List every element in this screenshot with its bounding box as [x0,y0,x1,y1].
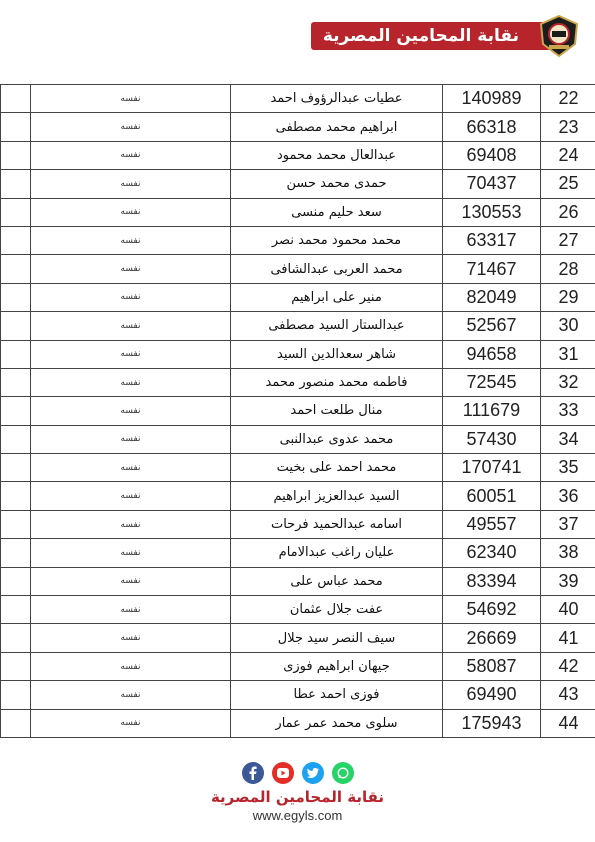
row-number-cell: 24 [541,141,595,169]
row-status-cell: نفسه [31,170,231,198]
row-status-cell: نفسه [31,113,231,141]
row-status-cell: نفسه [31,397,231,425]
row-number-cell: 22 [541,85,595,113]
row-name-cell: سيف النصر سيد جلال [231,624,443,652]
row-registration-number-cell: 111679 [443,397,541,425]
row-number-cell: 36 [541,482,595,510]
row-registration-number-cell: 71467 [443,255,541,283]
footer [0,762,595,823]
row-number-cell: 41 [541,624,595,652]
row-status-cell: نفسه [31,709,231,737]
row-registration-number-cell: 130553 [443,198,541,226]
row-name-cell: سلوى محمد عمر عمار [231,709,443,737]
row-registration-number-cell: 26669 [443,624,541,652]
row-number-cell: 32 [541,368,595,396]
row-status-cell: نفسه [31,255,231,283]
row-registration-number-cell: 49557 [443,510,541,538]
row-number-cell: 25 [541,170,595,198]
row-registration-number-cell: 69490 [443,681,541,709]
row-name-cell: عليان راغب عبدالامام [231,539,443,567]
table-row [1,170,595,198]
row-empty-cell [1,226,31,254]
row-registration-number-cell: 69408 [443,141,541,169]
row-number-cell: 23 [541,113,595,141]
row-registration-number-cell: 52567 [443,312,541,340]
row-registration-number-cell: 57430 [443,425,541,453]
table-row [1,312,595,340]
row-number-cell: 31 [541,340,595,368]
row-status-cell: نفسه [31,510,231,538]
row-status-cell: نفسه [31,681,231,709]
row-name-cell: منير على ابراهيم [231,283,443,311]
row-number-cell: 37 [541,510,595,538]
row-empty-cell [1,454,31,482]
row-status-cell: نفسه [31,85,231,113]
row-status-cell: نفسه [31,596,231,624]
row-empty-cell [1,425,31,453]
row-registration-number-cell: 94658 [443,340,541,368]
row-name-cell: محمد عدوى عبدالنبى [231,425,443,453]
table-row [1,255,595,283]
row-empty-cell [1,652,31,680]
row-registration-number-cell: 140989 [443,85,541,113]
row-name-cell: محمد عباس على [231,567,443,595]
row-empty-cell [1,482,31,510]
row-registration-number-cell: 60051 [443,482,541,510]
row-empty-cell [1,510,31,538]
facebook-icon[interactable] [242,762,264,784]
row-name-cell: منال طلعت احمد [231,397,443,425]
row-name-cell: فوزى احمد عطا [231,681,443,709]
row-number-cell: 30 [541,312,595,340]
row-name-cell: عبدالستار السيد مصطفى [231,312,443,340]
row-name-cell: عطيات عبدالرؤوف احمد [231,85,443,113]
row-name-cell: محمد العربى عبدالشافى [231,255,443,283]
table-row [1,226,595,254]
row-name-cell: جيهان ابراهيم فوزى [231,652,443,680]
row-empty-cell [1,113,31,141]
table-row [1,397,595,425]
table-row [1,652,595,680]
row-number-cell: 39 [541,567,595,595]
table-row [1,567,595,595]
row-name-cell: عفت جلال عثمان [231,596,443,624]
row-name-cell: عبدالعال محمد محمود [231,141,443,169]
row-name-cell: سعد حليم منسى [231,198,443,226]
row-registration-number-cell: 54692 [443,596,541,624]
table-row [1,681,595,709]
row-empty-cell [1,709,31,737]
row-number-cell: 42 [541,652,595,680]
table-row [1,340,595,368]
row-status-cell: نفسه [31,226,231,254]
row-number-cell: 35 [541,454,595,482]
row-name-cell: ابراهيم محمد مصطفى [231,113,443,141]
row-empty-cell [1,368,31,396]
row-status-cell: نفسه [31,567,231,595]
row-name-cell: شاهر سعدالدين السيد [231,340,443,368]
table-row [1,454,595,482]
row-status-cell: نفسه [31,454,231,482]
row-name-cell: محمد محمود محمد نصر [231,226,443,254]
table-row [1,482,595,510]
bar-association-emblem-icon [537,14,581,58]
row-empty-cell [1,85,31,113]
footer-title: نقابة المحامين المصرية [210,788,385,806]
table-row [1,510,595,538]
row-status-cell: نفسه [31,539,231,567]
row-status-cell: نفسه [31,312,231,340]
row-empty-cell [1,312,31,340]
row-registration-number-cell: 70437 [443,170,541,198]
row-number-cell: 27 [541,226,595,254]
row-registration-number-cell: 58087 [443,652,541,680]
row-status-cell: نفسه [31,624,231,652]
row-empty-cell [1,681,31,709]
row-empty-cell [1,340,31,368]
whatsapp-icon[interactable] [332,762,354,784]
row-empty-cell [1,198,31,226]
row-registration-number-cell: 66318 [443,113,541,141]
row-registration-number-cell: 175943 [443,709,541,737]
row-registration-number-cell: 82049 [443,283,541,311]
row-status-cell: نفسه [31,368,231,396]
table-row [1,596,595,624]
row-number-cell: 34 [541,425,595,453]
row-number-cell: 40 [541,596,595,624]
table-row [1,198,595,226]
row-registration-number-cell: 170741 [443,454,541,482]
row-status-cell: نفسه [31,141,231,169]
row-status-cell: نفسه [31,283,231,311]
row-status-cell: نفسه [31,482,231,510]
header [295,14,581,58]
row-number-cell: 29 [541,283,595,311]
row-status-cell: نفسه [31,425,231,453]
row-registration-number-cell: 83394 [443,567,541,595]
row-name-cell: محمد احمد على بخيت [231,454,443,482]
row-registration-number-cell: 62340 [443,539,541,567]
row-registration-number-cell: 63317 [443,226,541,254]
footer-url[interactable]: www.egyls.com [252,808,343,823]
row-empty-cell [1,539,31,567]
row-name-cell: اسامه عبدالحميد فرحات [231,510,443,538]
row-number-cell: 26 [541,198,595,226]
twitter-icon[interactable] [302,762,324,784]
table-row [1,624,595,652]
row-number-cell: 43 [541,681,595,709]
row-empty-cell [1,596,31,624]
table-row [1,539,595,567]
row-number-cell: 44 [541,709,595,737]
row-empty-cell [1,141,31,169]
table-row [1,113,595,141]
row-name-cell: حمدى محمد حسن [231,170,443,198]
row-empty-cell [1,567,31,595]
row-number-cell: 28 [541,255,595,283]
table-row [1,709,595,737]
row-empty-cell [1,397,31,425]
row-number-cell: 38 [541,539,595,567]
table-row [1,141,595,169]
row-number-cell: 33 [541,397,595,425]
row-name-cell: فاطمه محمد منصور محمد [231,368,443,396]
row-empty-cell [1,170,31,198]
table-row [1,85,595,113]
row-empty-cell [1,255,31,283]
table-row [1,368,595,396]
row-status-cell: نفسه [31,340,231,368]
table-row [1,283,595,311]
table-row [1,425,595,453]
row-empty-cell [1,624,31,652]
header-title: نقابة المحامين المصرية [311,22,553,50]
lawyers-table [0,84,595,738]
row-registration-number-cell: 72545 [443,368,541,396]
social-icons [0,762,595,784]
row-status-cell: نفسه [31,652,231,680]
row-empty-cell [1,283,31,311]
row-status-cell: نفسه [31,198,231,226]
youtube-icon[interactable] [272,762,294,784]
row-name-cell: السيد عبدالعزيز ابراهيم [231,482,443,510]
